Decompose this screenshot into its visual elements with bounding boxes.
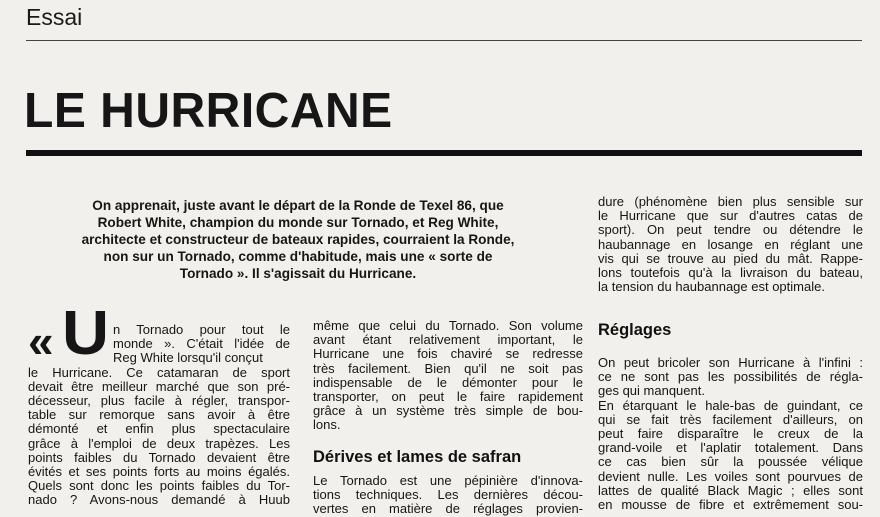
- column-3: [598, 195, 863, 294]
- text-line: décesseur, plus facile à régler, transpor-: [28, 392, 290, 408]
- column-3-continued: [598, 356, 863, 512]
- drop-cap-quote: «: [28, 315, 54, 367]
- text-line: ges qui manquent.: [598, 383, 705, 399]
- headline-rule: [26, 150, 862, 156]
- text-line: transporter, on peut le faire rapidement: [313, 388, 583, 404]
- text-line: Quels sont donc les points faibles du Tor-: [28, 478, 290, 494]
- text-line: n Tornado pour tout le: [113, 322, 290, 337]
- text-line: lons toutefois qu'à la livraison du bateau,: [598, 264, 863, 280]
- lead-line: On apprenait, juste avant le départ de la Ronde de Texel 86, que: [92, 198, 504, 213]
- text-line: haubannage en losange en réglant une: [598, 236, 863, 252]
- text-line: En étarquant le hale-bas de guindant, ce: [598, 397, 863, 413]
- subheading-reglages: Réglages: [598, 321, 672, 339]
- text-line: très facilement. Bien qu'il ne soit pas: [313, 360, 583, 376]
- text-line: lattes de qualité Black Magic ; elles sont: [598, 482, 863, 498]
- article-lead: [28, 197, 568, 282]
- text-line: qui se fait très facilement d'ailleurs, on: [598, 411, 863, 427]
- text-line: table sur remorque sans avoir à être: [28, 407, 290, 423]
- text-line: sport). On peut tendre ou détendre le: [598, 222, 863, 238]
- text-line: avant étant relativement important, le: [313, 332, 583, 348]
- text-line: peut faire disparaître le creux de la: [598, 425, 863, 441]
- text-line: ce cas bien sûr la poussée vélique: [598, 454, 863, 470]
- text-line: Hurricane une fois chaviré se redresse: [313, 346, 583, 362]
- text-line: ce ne sont pas les possibilités de régla-: [598, 369, 863, 385]
- text-line: tions techniques. Les dernières décou-: [313, 487, 583, 503]
- text-line: le Hurricane que sur d'autres catas de: [598, 208, 863, 224]
- lead-line: non sur un Tornado, comme d'habitude, mais une « sorte de: [103, 249, 493, 264]
- text-line: points faibles du Tornado devaient être: [28, 449, 290, 465]
- text-line: dure (phénomène bien plus sensible sur: [598, 194, 863, 209]
- text-line: vis qui se trouve au pied du mât. Rappe-: [598, 250, 863, 266]
- header-rule: [26, 40, 862, 41]
- text-line: grâce à l'emploi de deux trapèzes. Les: [28, 435, 290, 451]
- text-line: devait être meilleur marché que son pré-: [28, 378, 290, 394]
- text-line: Reg White lorsqu'il conçut: [113, 350, 263, 366]
- text-line: vertes en matière de réglages provien-: [313, 501, 583, 517]
- text-line: nado ? Avons-nous demandé à Huub: [28, 492, 290, 508]
- drop-cap-letter: U: [62, 299, 110, 368]
- lead-line: architecte et constructeur de bateaux rapides, courraient la Ronde,: [81, 232, 515, 247]
- text-line: grand-voile et l'aplatir totalement. Dans: [598, 440, 863, 456]
- text-line: évités et ses points forts au moins égalés.: [28, 463, 290, 479]
- text-line: démonté et enfin plus spectaculaire: [28, 421, 290, 437]
- text-line: lons.: [313, 417, 341, 433]
- text-line: le Hurricane. Ce catamaran de sport: [28, 364, 290, 380]
- column-1: [28, 315, 290, 508]
- subheading-derives: Dérives et lames de safran: [313, 448, 522, 466]
- text-line: monde ». C'était l'idée de: [113, 336, 290, 352]
- column-2-continued: [313, 474, 583, 517]
- lead-line: Robert White, champion du monde sur Tornado, et Reg White,: [97, 215, 499, 230]
- lead-line: Tornado ». Il s'agissait du Hurricane.: [179, 266, 417, 281]
- text-line: indispensable de le démonter pour le: [313, 374, 583, 390]
- text-line: Le Tornado est une pépinière d'innova-: [313, 473, 583, 488]
- article-headline: LE HURRICANE: [24, 84, 393, 138]
- column-2: [313, 319, 583, 433]
- text-line: la tension du haubannage est optimale.: [598, 279, 825, 295]
- text-line: devient nulle. Les voiles sont pourvues de: [598, 468, 863, 484]
- section-label: Essai: [26, 4, 83, 30]
- text-line: même que celui du Tornado. Son volume: [313, 318, 583, 333]
- text-line: On peut bricoler son Hurricane à l'infini :: [598, 355, 863, 370]
- text-line: grâce à un système très simple de bou-: [313, 403, 583, 419]
- text-line: en mousse de fibre et extrêmement sou-: [598, 496, 863, 512]
